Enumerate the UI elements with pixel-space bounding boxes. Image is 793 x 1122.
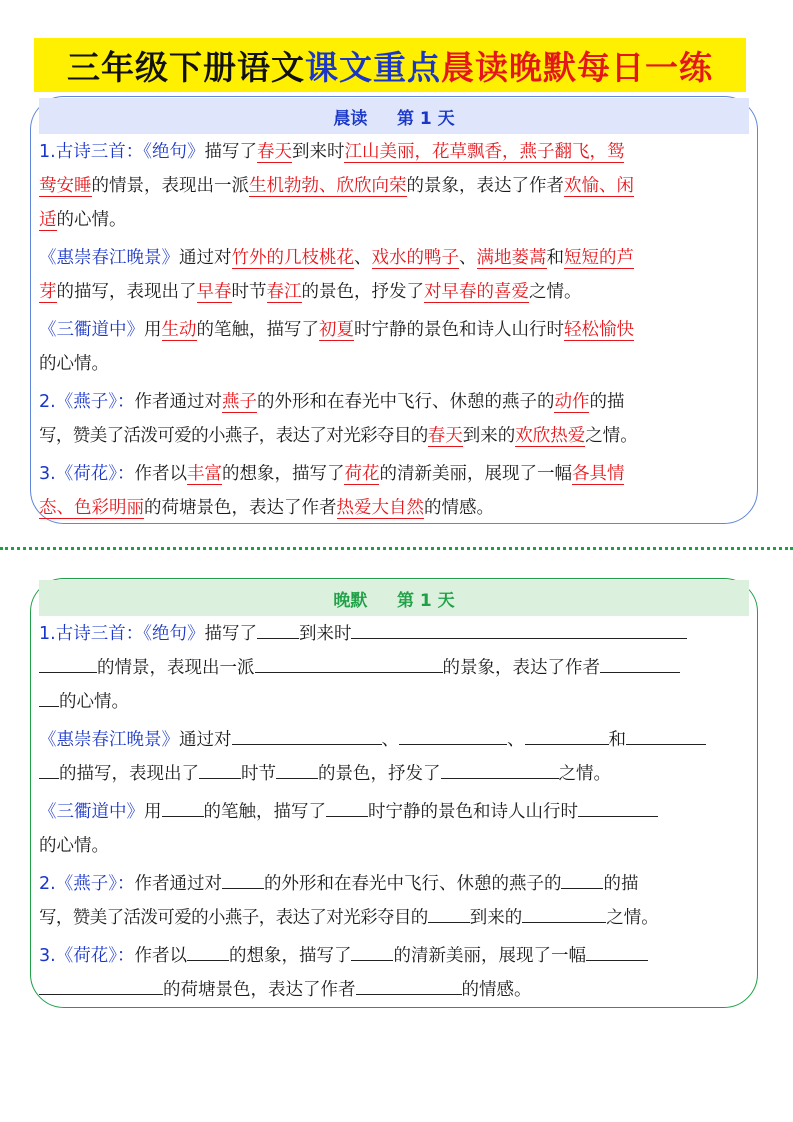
answer-blank[interactable] — [428, 902, 470, 923]
answer: 初夏 — [319, 320, 354, 340]
answer-blank[interactable] — [257, 618, 299, 639]
text: 时节 — [241, 764, 276, 784]
morning-item-yanzi — [39, 385, 757, 453]
text: 的荷塘景色，表达了作者 — [144, 498, 337, 518]
answer: 春江 — [266, 282, 302, 302]
answer: 鸯安睡 — [39, 176, 92, 196]
answer-blank[interactable] — [276, 758, 318, 779]
text: 的心情。 — [56, 210, 127, 230]
text: 的描写，表现出了 — [56, 282, 197, 302]
text: 的景象，表达了作者 — [406, 176, 564, 196]
answer: 动作 — [554, 392, 590, 412]
text: 和 — [608, 730, 626, 750]
answer-blank[interactable] — [326, 796, 368, 817]
text: 用 — [144, 320, 162, 340]
answer-blank[interactable] — [351, 618, 687, 639]
text: 到来的 — [462, 426, 516, 446]
answer-blank[interactable] — [199, 758, 241, 779]
answer: 春天 — [427, 426, 463, 446]
item-label: 《三衢道中》 — [39, 320, 144, 340]
evening-header: 晚默 第 1 天 — [39, 580, 749, 616]
text: 、 — [354, 248, 372, 268]
morning-reading-card — [30, 96, 758, 524]
answer: 各具情 — [571, 464, 625, 484]
text: 的荷塘景色，表达了作者 — [163, 980, 356, 1000]
answer: 短短的芦 — [564, 248, 634, 268]
morning-header: 晨读 第 1 天 — [39, 98, 749, 134]
text: 和 — [546, 248, 564, 268]
text: 的情景，表现出一派 — [91, 176, 249, 196]
text: 、 — [507, 730, 525, 750]
text: 的笔触，描写了 — [196, 320, 319, 340]
text: 的景象，表达了作者 — [442, 658, 600, 678]
text: 、 — [459, 248, 477, 268]
answer-blank[interactable] — [525, 724, 609, 745]
text: 的想象，描写了 — [228, 946, 352, 966]
text: 到来的 — [469, 908, 523, 928]
text: 的清新美丽，展现了一幅 — [393, 946, 586, 966]
title-part-3: 晨读晚默每日一练 — [441, 47, 713, 87]
answer-blank[interactable] — [561, 868, 603, 889]
text: 作者以 — [134, 946, 187, 966]
answer: 燕子 — [221, 392, 257, 412]
answer: 芽 — [39, 282, 57, 302]
text: 的描 — [589, 392, 625, 412]
text: 的心情。 — [39, 354, 109, 374]
answer-blank[interactable] — [39, 758, 59, 779]
answer-blank[interactable] — [39, 974, 163, 995]
title-part-1: 三年级下册语文 — [67, 47, 305, 87]
answer-blank[interactable] — [39, 686, 59, 707]
text: 时节 — [231, 282, 267, 302]
item-label: 《三衢道中》 — [39, 802, 144, 822]
text: 之情。 — [558, 764, 611, 784]
answer-blank[interactable] — [626, 724, 706, 745]
answer-blank[interactable] — [162, 796, 204, 817]
morning-item-huichong — [39, 241, 757, 309]
title-part-2: 课文重点 — [305, 47, 441, 87]
answer-blank[interactable] — [522, 902, 606, 923]
text: 到来时 — [291, 142, 345, 162]
text: 的情感。 — [461, 980, 532, 1000]
answer: 竹外的几枝桃花 — [231, 248, 354, 268]
text: 时宁静的景色和诗人山行时 — [354, 320, 564, 340]
answer: 热爱大自然 — [336, 498, 424, 518]
text: 描写了 — [204, 142, 257, 162]
text: 的景色，抒发了 — [301, 282, 424, 302]
answer-blank[interactable] — [600, 652, 680, 673]
text: 的情感。 — [424, 498, 494, 518]
answer: 早春 — [196, 282, 232, 302]
text: 的清新美丽，展现了一幅 — [379, 464, 572, 484]
evening-item-hehua — [39, 939, 757, 1007]
answer-blank[interactable] — [255, 652, 443, 673]
text: 、 — [381, 730, 399, 750]
text: 用 — [144, 802, 162, 822]
answer: 欢欣热爱 — [515, 426, 586, 446]
item-label: 1.古诗三首：《绝句》 — [39, 142, 205, 162]
evening-item-sanqu — [39, 795, 757, 863]
answer: 生动 — [161, 320, 197, 340]
item-label: 2.《燕子》： — [39, 392, 135, 412]
evening-content — [39, 617, 757, 1007]
answer-blank[interactable] — [222, 868, 264, 889]
section-divider — [0, 547, 793, 550]
text: 的心情。 — [59, 692, 129, 712]
morning-content — [39, 135, 757, 525]
answer-blank[interactable] — [187, 940, 229, 961]
answer: 戏水的鸭子 — [371, 248, 459, 268]
answer-blank[interactable] — [399, 724, 507, 745]
text: 之情。 — [529, 282, 582, 302]
answer: 荷花 — [344, 464, 380, 484]
evening-dictation-card — [30, 578, 758, 1008]
page-title — [34, 38, 746, 92]
text: 的描写，表现出了 — [59, 764, 199, 784]
text: 作者通过对 — [134, 392, 222, 412]
answer: 适 — [39, 210, 57, 230]
answer-blank[interactable] — [441, 758, 559, 779]
morning-item-hehua — [39, 457, 757, 525]
text: 写，赞美了活泼可爱的小燕子，表达了对光彩夺目的 — [39, 426, 428, 446]
text: 写，赞美了活泼可爱的小燕子，表达了对光彩夺目的 — [39, 908, 428, 928]
text: 的描 — [603, 874, 639, 894]
answer: 丰富 — [186, 464, 222, 484]
answer: 轻松愉快 — [564, 320, 634, 340]
evening-item-jueju — [39, 617, 757, 719]
text: 的想象，描写了 — [221, 464, 345, 484]
text: 的笔触，描写了 — [203, 802, 326, 822]
item-label: 3.《荷花》： — [39, 464, 135, 484]
text: 描写了 — [204, 624, 257, 644]
answer: 生机勃勃、欣欣向荣 — [249, 176, 407, 196]
evening-item-yanzi — [39, 867, 757, 935]
text: 的情景，表现出一派 — [97, 658, 255, 678]
text: 的外形和在春光中飞行、休憩的燕子的 — [263, 874, 562, 894]
item-label: 《惠崇春江晚景》 — [39, 248, 179, 268]
answer: 春天 — [256, 142, 292, 162]
text: 到来时 — [298, 624, 352, 644]
answer-blank[interactable] — [351, 940, 393, 961]
text: 作者通过对 — [134, 874, 222, 894]
item-label: 1.古诗三首：《绝句》 — [39, 624, 205, 644]
text: 之情。 — [585, 426, 638, 446]
text: 通过对 — [179, 730, 232, 750]
answer: 对早春的喜爱 — [424, 282, 529, 302]
morning-item-jueju — [39, 135, 757, 237]
text: 的外形和在春光中飞行、休憩的燕子的 — [256, 392, 555, 412]
answer-blank[interactable] — [578, 796, 658, 817]
answer: 满地蒌蒿 — [476, 248, 547, 268]
answer: 欢愉、闲 — [564, 176, 634, 196]
answer-blank[interactable] — [232, 724, 382, 745]
text: 时宁静的景色和诗人山行时 — [368, 802, 578, 822]
evening-item-huichong — [39, 723, 757, 791]
answer-blank[interactable] — [356, 974, 462, 995]
text: 的心情。 — [39, 836, 109, 856]
item-label: 《惠崇春江晚景》 — [39, 730, 179, 750]
answer: 江山美丽，花草飘香，燕子翻飞，鸳 — [344, 142, 625, 162]
item-label: 2.《燕子》： — [39, 874, 135, 894]
text: 之情。 — [606, 908, 659, 928]
answer-blank[interactable] — [39, 652, 97, 673]
morning-item-sanqu — [39, 313, 757, 381]
text: 通过对 — [179, 248, 232, 268]
answer: 态、色彩明丽 — [39, 498, 144, 518]
text: 的景色，抒发了 — [318, 764, 441, 784]
answer-blank[interactable] — [586, 940, 648, 961]
item-label: 3.《荷花》： — [39, 946, 135, 966]
text: 作者以 — [134, 464, 187, 484]
